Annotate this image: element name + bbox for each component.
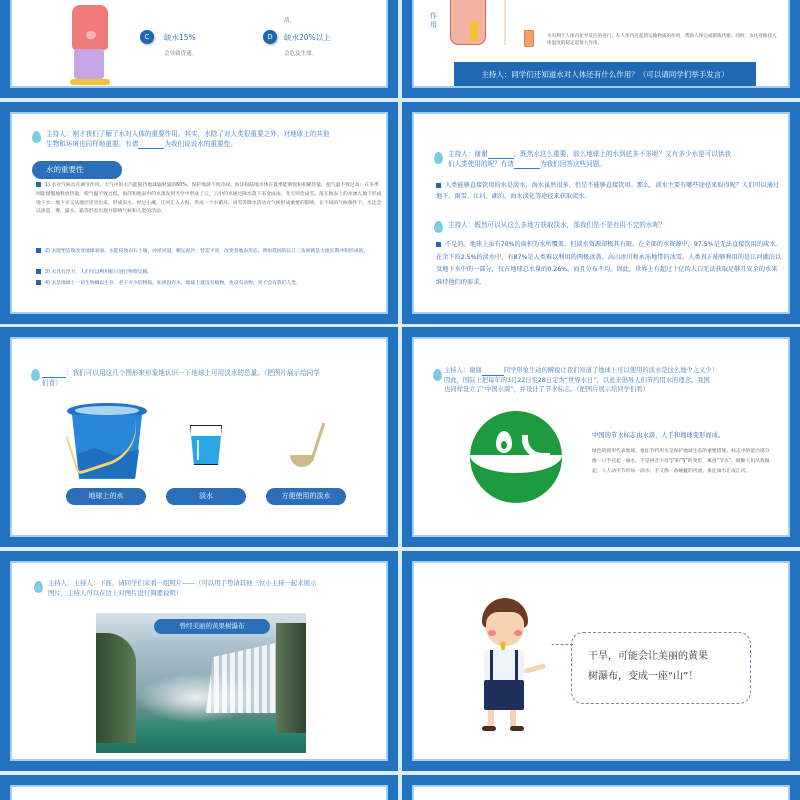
slide-waterfall-photos[interactable] — [0, 551, 398, 771]
slide-next-left[interactable] — [0, 775, 398, 800]
ladle-illustration — [290, 421, 330, 471]
host-intro: ：我们可以用这几个图形来形象地认识一下地球上可用淡水的总量。（把图片展示给同学 们看） — [42, 369, 320, 387]
bucket-illustration — [67, 403, 147, 481]
water-drop-icon — [434, 221, 443, 233]
bullet-square-icon — [36, 280, 41, 285]
slide-drought-warning[interactable] — [402, 551, 800, 771]
logo-description: 绿色的圆形代表地球，象征节约用水是保护地球生态的重要措施。标志中的留白部分像一只手托起一滴水，手是拼音字母“J”和“S”的变形，寓意“节水”，既勤人们从我做起，人人动手节约每一滴水；手又像一条蜿蜒的河流，象征滴水汇成江河。 — [592, 449, 770, 474]
water-drop-icon — [32, 131, 41, 143]
option-b-desc-tail: 清。 — [284, 18, 296, 24]
host-question-2: 主持人：既然可以从这么多地方获取淡水，那我们是不是有用不完的水呢？ — [448, 221, 666, 229]
waterfall-photo — [96, 613, 306, 753]
host-question-banner[interactable]: 主持人：同学们还知道水对人体还有什么作用？（可以请同学们举手发言） — [454, 62, 756, 88]
water-drop-icon — [434, 152, 443, 164]
bullet-square-icon — [36, 248, 41, 253]
option-d-desc: 会危及生命。 — [284, 51, 318, 57]
slide-water-functions[interactable] — [402, 0, 800, 98]
water-drop-icon — [433, 369, 442, 381]
bullet-square-icon — [36, 269, 41, 274]
host-question-1: 主持人：谢谢 ，既然水这么重要，那么地球上的水到底多不多呢？又有多少水是可以供我 们人类使用的呢？有请 为我们回答这些问题。 — [448, 150, 732, 168]
girl-illustration — [68, 5, 114, 88]
bullet-square-icon — [36, 182, 41, 187]
boy-illustration — [474, 598, 534, 738]
water-drop-icon — [31, 369, 40, 381]
name-blank — [138, 141, 164, 149]
speech-line-1: 干旱，可能会让美丽的黄果 — [588, 651, 708, 662]
label-fresh-water[interactable]: 淡水 — [166, 488, 246, 505]
option-d-badge: D — [263, 30, 277, 44]
drinking-person-illustration — [450, 0, 508, 45]
speech-line-2: 树瀑布，变成一座“山”！ — [588, 671, 699, 682]
importance-item-4: 4) 水是地球上一切生物赖以生存、必不可少的物质。如果没有水，地球上就没有植物，也没有动物，更不会有我们人类。 — [36, 280, 382, 289]
juice-glass-icon — [524, 30, 534, 47]
fresh-water-item-1: 人类能够直接饮用的水是淡水，海水虽然很多，但是不能够直接饮用。那么，淡水主要有哪些途径来取得呢？人们可以通过地下、雨雪、江河、湖泊、海水淡化等途径来获取淡水。 — [436, 182, 780, 200]
name-blank — [488, 151, 514, 159]
slide-next-right[interactable] — [402, 775, 800, 800]
side-label: 作用 — [430, 12, 437, 29]
option-c-title: 缺水15% — [164, 33, 196, 42]
importance-item-3: 3) 水具有浮力，人们可以利用船只进行物资运输。 — [36, 269, 382, 278]
importance-item-2: 2) 水能塑造和改变地球表面。水能侵蚀岩石土壤，冲淤河道，搬运泥沙，营造平原，改变着地表形态。例如我国的长江三角洲就是大流长期冲积形成的。 — [36, 248, 382, 257]
label-earth-water[interactable]: 地球上的水 — [66, 488, 146, 505]
host-intro: 主持人：刚才我们了解了水对人体的重要作用。其实，水除了对人类很重要之外，对地球上的其他 生物和环境也同样地重要。有请 为我们说说水的重要性。 — [46, 130, 330, 148]
option-c-badge: C — [140, 30, 154, 44]
water-saving-logo — [470, 411, 562, 503]
slide-water-shortage-effects[interactable] — [0, 0, 398, 98]
importance-heading-pill: 水的重要性 — [32, 161, 122, 179]
speech-bubble-tail — [551, 644, 573, 658]
name-blank — [42, 370, 66, 378]
label-usable-fresh-water[interactable]: 方便使用的淡水 — [266, 488, 346, 505]
bullet-square-icon — [436, 183, 441, 188]
host-intro: 主持人：主持人：下面，请同学们来看一组照片——（可以用手势请其他三位小主持一起来展示 图片，主持人可以在边上对图片进行简要说明） — [48, 579, 317, 597]
photo-caption-pill: 曾经美丽的黄果树瀑布 — [154, 619, 270, 634]
slide-water-importance[interactable] — [0, 102, 398, 324]
glass-illustration — [190, 425, 222, 465]
name-blank — [482, 368, 504, 376]
option-c-desc: 会导致昏迷。 — [164, 51, 198, 57]
functions-body: 水有利于人体内化学反应的进行，在人体内还起到运输物质的作用，帮助人体完成新陈代谢。同时，水还对维持人体温度的稳定起很大作用。 — [547, 34, 777, 46]
slide-fresh-water-sources[interactable] — [402, 102, 800, 324]
fresh-water-item-2: 不是的。地球上虽有70%的面积为水所覆盖，但淡水资源却极其有限。在全部的水资源中，97.5%是无法直接饮用的咸水。在余下的2.5%的淡水中，有87%是人类难以利用的两极冰盖、高山冰川和永冻地带的冰雪。人类真正能够利用的是江河湖泊以及地下水中的一部分，仅占地球总水量的0.26%，而且分布不均。因此，世界上有超过十亿的人口无法获取足够且安全的水来维持他们的需求。 — [436, 241, 782, 286]
importance-item-1: 1) 水对气候具有调节作用。大气中的水汽能阻挡地球辐射量的60%，保护地球不致冷却。海洋和陆地水体在夏季能吸收和积累热量，使气温不致过高；在冬季则能缓慢地释放热量，使气温不致过低。海洋和地表中的水蒸发到天空中形成了云，云中的水通过降水落下来变成雨，冬天则变成雪。落在地表上的水渗入地下形成地下水；地下水又从地层里冒出来，形成泉水，经过小溪、江河汇入大海。形成一个水循环。雨雪等降水活动对气候形成重要的影响。在不同的气候条件下，水还会以冰雹、雾、露水、霜等形态出现并影响气候和人类的活动。 — [36, 183, 382, 215]
speech-bubble — [571, 632, 751, 704]
logo-title: 中国的节水标志由水滴、人手和地球变形而成。 — [592, 432, 725, 439]
option-d-title: 缺水20%以上 — [284, 33, 331, 42]
bullet-square-icon — [436, 242, 441, 247]
water-drop-icon — [34, 581, 43, 593]
name-blank — [514, 161, 540, 169]
host-intro: 主持人：谢谢 同学形象生动的解说让我们知道了地球上可以使用的淡水是这么地少之又少！ 因此，国际上把每年的3月22日至28日定为“世界水日”，以此来倡导人们节约用水的理念。我国 也同样设立了“中国水周”，并设计了节水标志。（把图片展示给同学们看） — [444, 367, 718, 393]
slide-water-saving-logo[interactable] — [402, 327, 800, 547]
slide-fresh-water-volume[interactable] — [0, 327, 398, 547]
